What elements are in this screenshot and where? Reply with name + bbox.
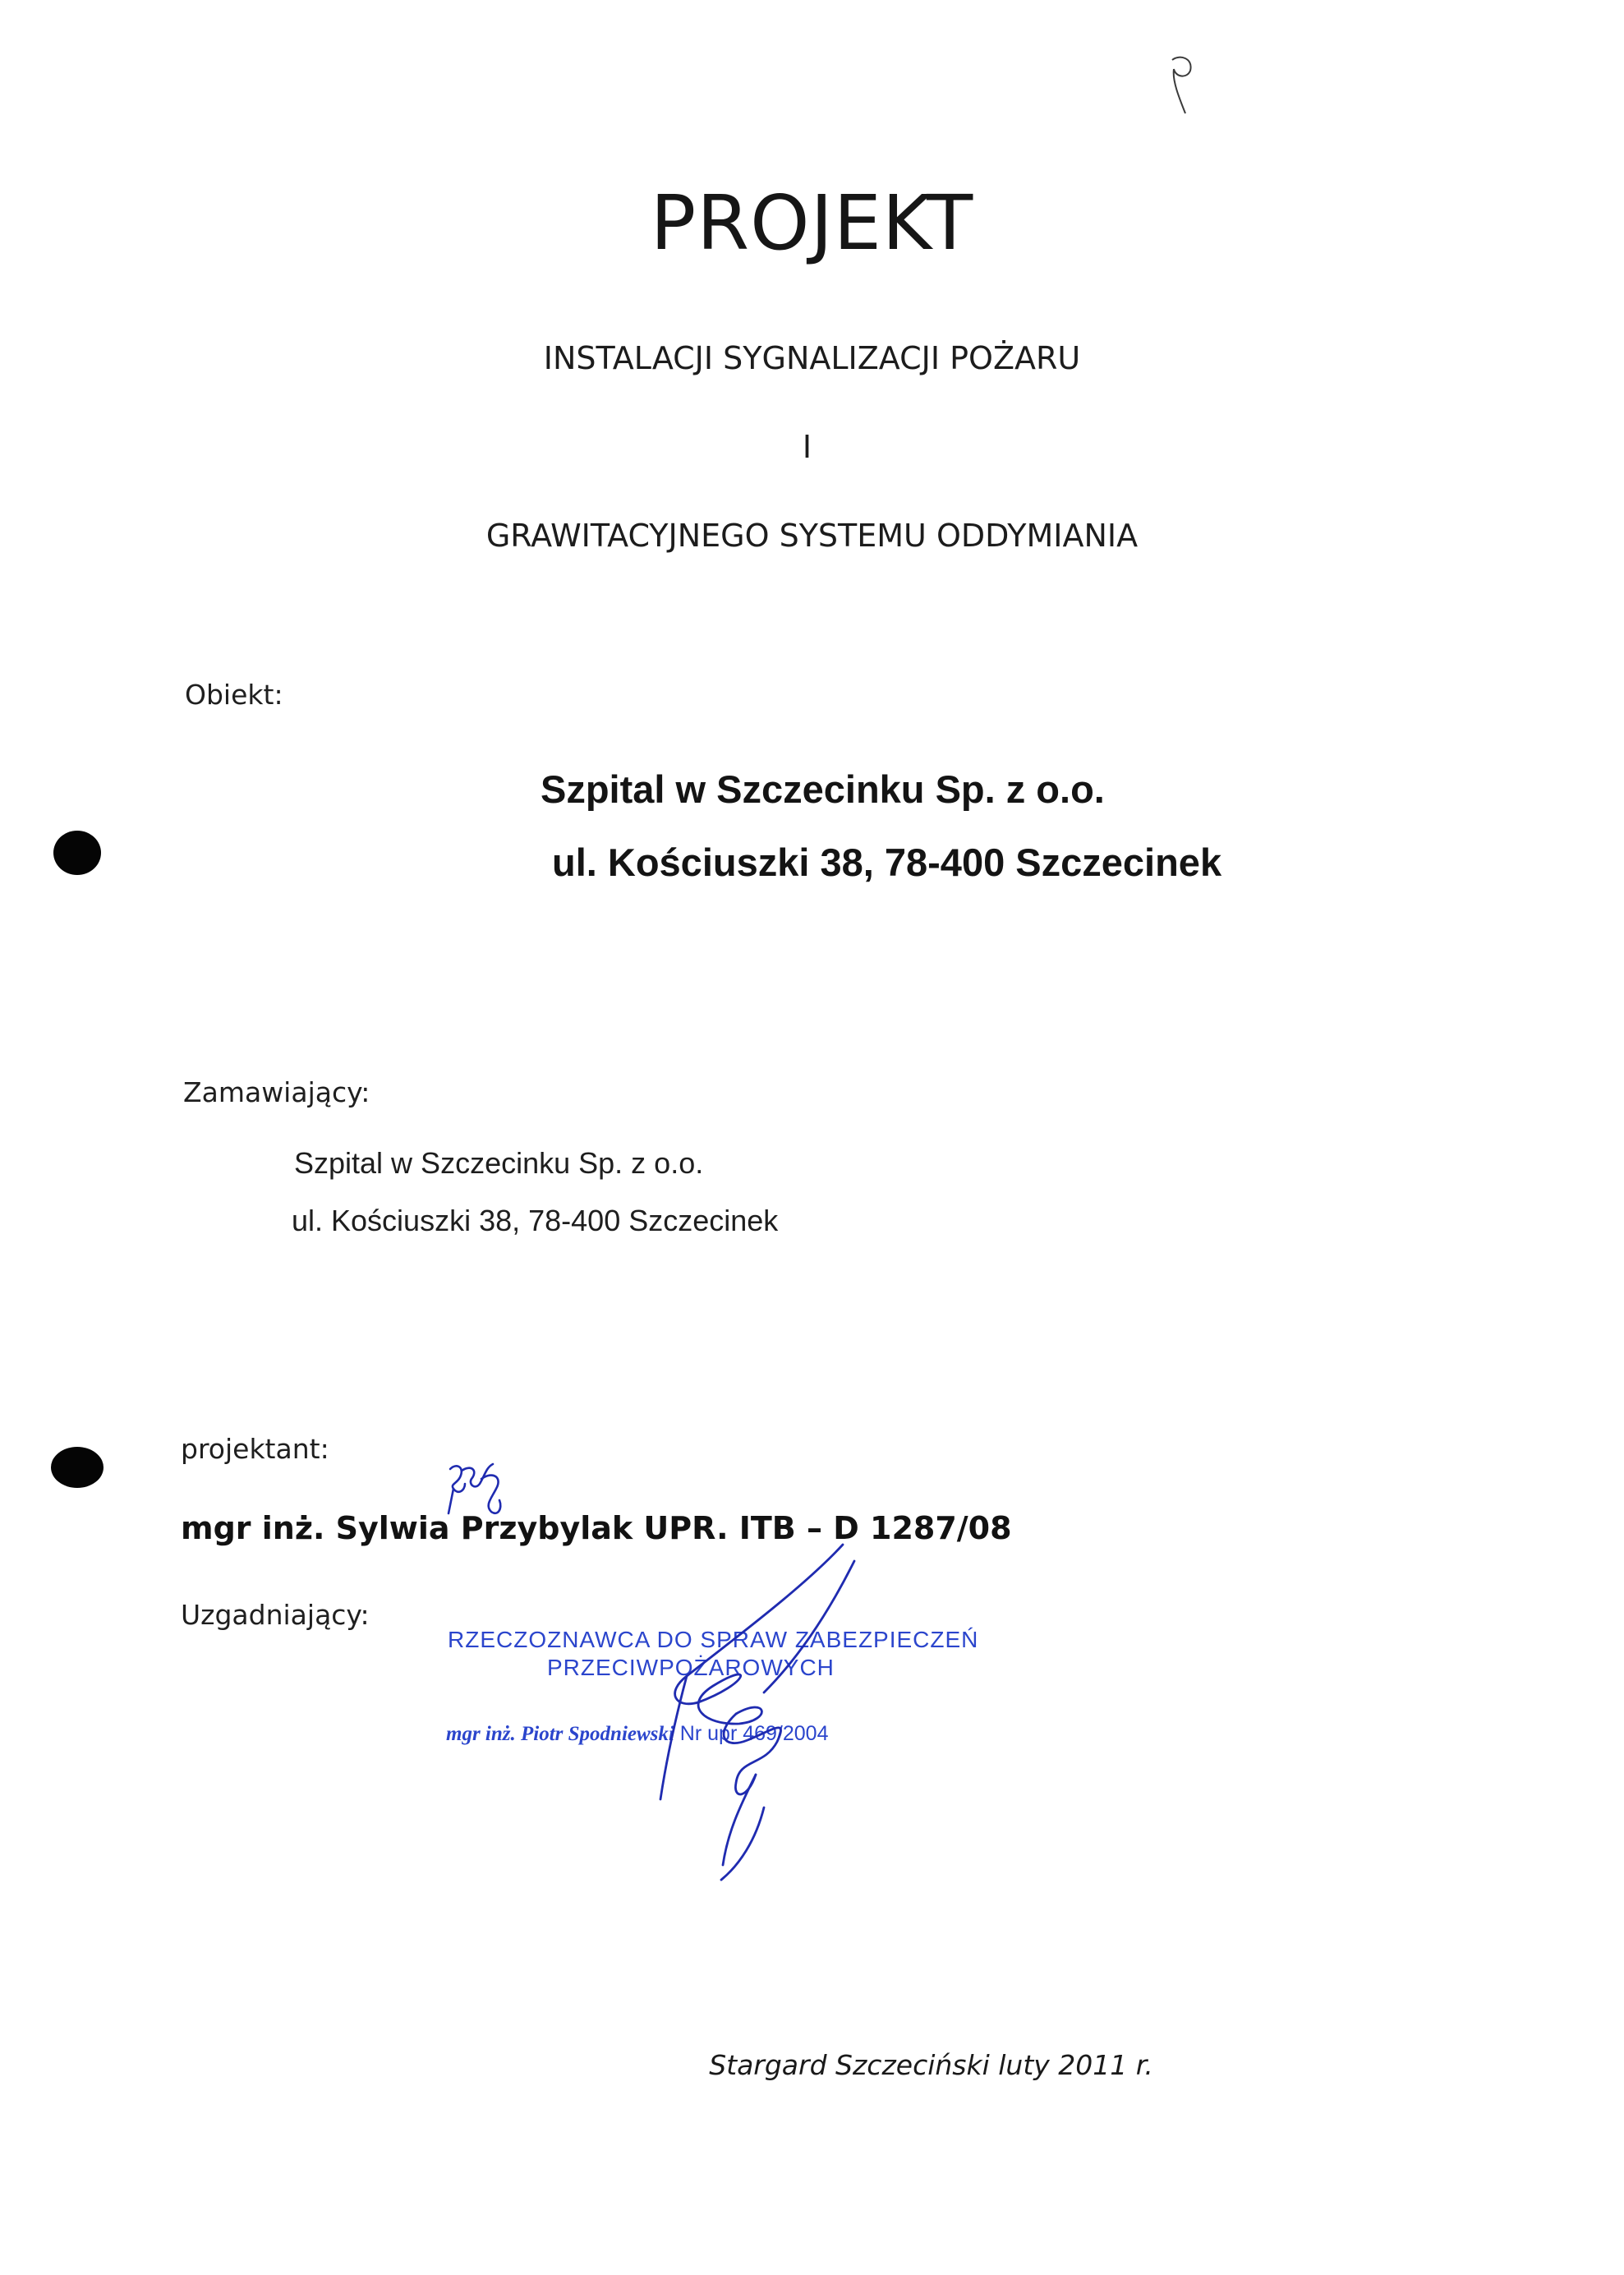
stamp-name-line [446,1722,828,1746]
place-date: Stargard Szczeciński luty 2011 r. [709,2049,1153,2081]
document-title: PROJEKT [650,179,974,267]
document-subtitle-line1: INSTALACJI SYGNALIZACJI POŻARU [543,340,1081,376]
punch-hole [51,1447,104,1488]
client-name: Szpital w Szczecinku Sp. z o.o. [294,1146,704,1180]
object-label: Obiekt: [185,679,283,711]
approver-label: Uzgadniający: [181,1599,370,1631]
handwritten-margin-mark [1154,48,1212,122]
stamp-name: mgr inż. Piotr Spodniewski [446,1723,674,1745]
designer-name: mgr inż. Sylwia Przybylak UPR. ITB – D 1287/08 [181,1510,1012,1546]
client-label: Zamawiający: [183,1076,370,1108]
client-address: ul. Kościuszki 38, 78-400 Szczecinek [292,1204,779,1237]
stamp-line2: PRZECIWPOŻAROWYCH [547,1655,835,1680]
designer-label: projektant: [181,1433,329,1465]
object-name: Szpital w Szczecinku Sp. z o.o. [541,767,1105,811]
approver-signature [660,1545,854,1880]
punch-hole [53,831,101,875]
designer-initials-signature [449,1464,500,1513]
document-subtitle-line3: GRAWITACYJNEGO SYSTEMU ODDYMIANIA [485,518,1139,554]
stamp-line1: RZECZOZNAWCA DO SPRAW ZABEZPIECZEŃ [448,1627,979,1652]
stamp-number: Nr upr 469/2004 [674,1722,829,1745]
object-address: ul. Kościuszki 38, 78-400 Szczecinek [552,840,1222,884]
document-subtitle-line2: I [802,429,812,465]
